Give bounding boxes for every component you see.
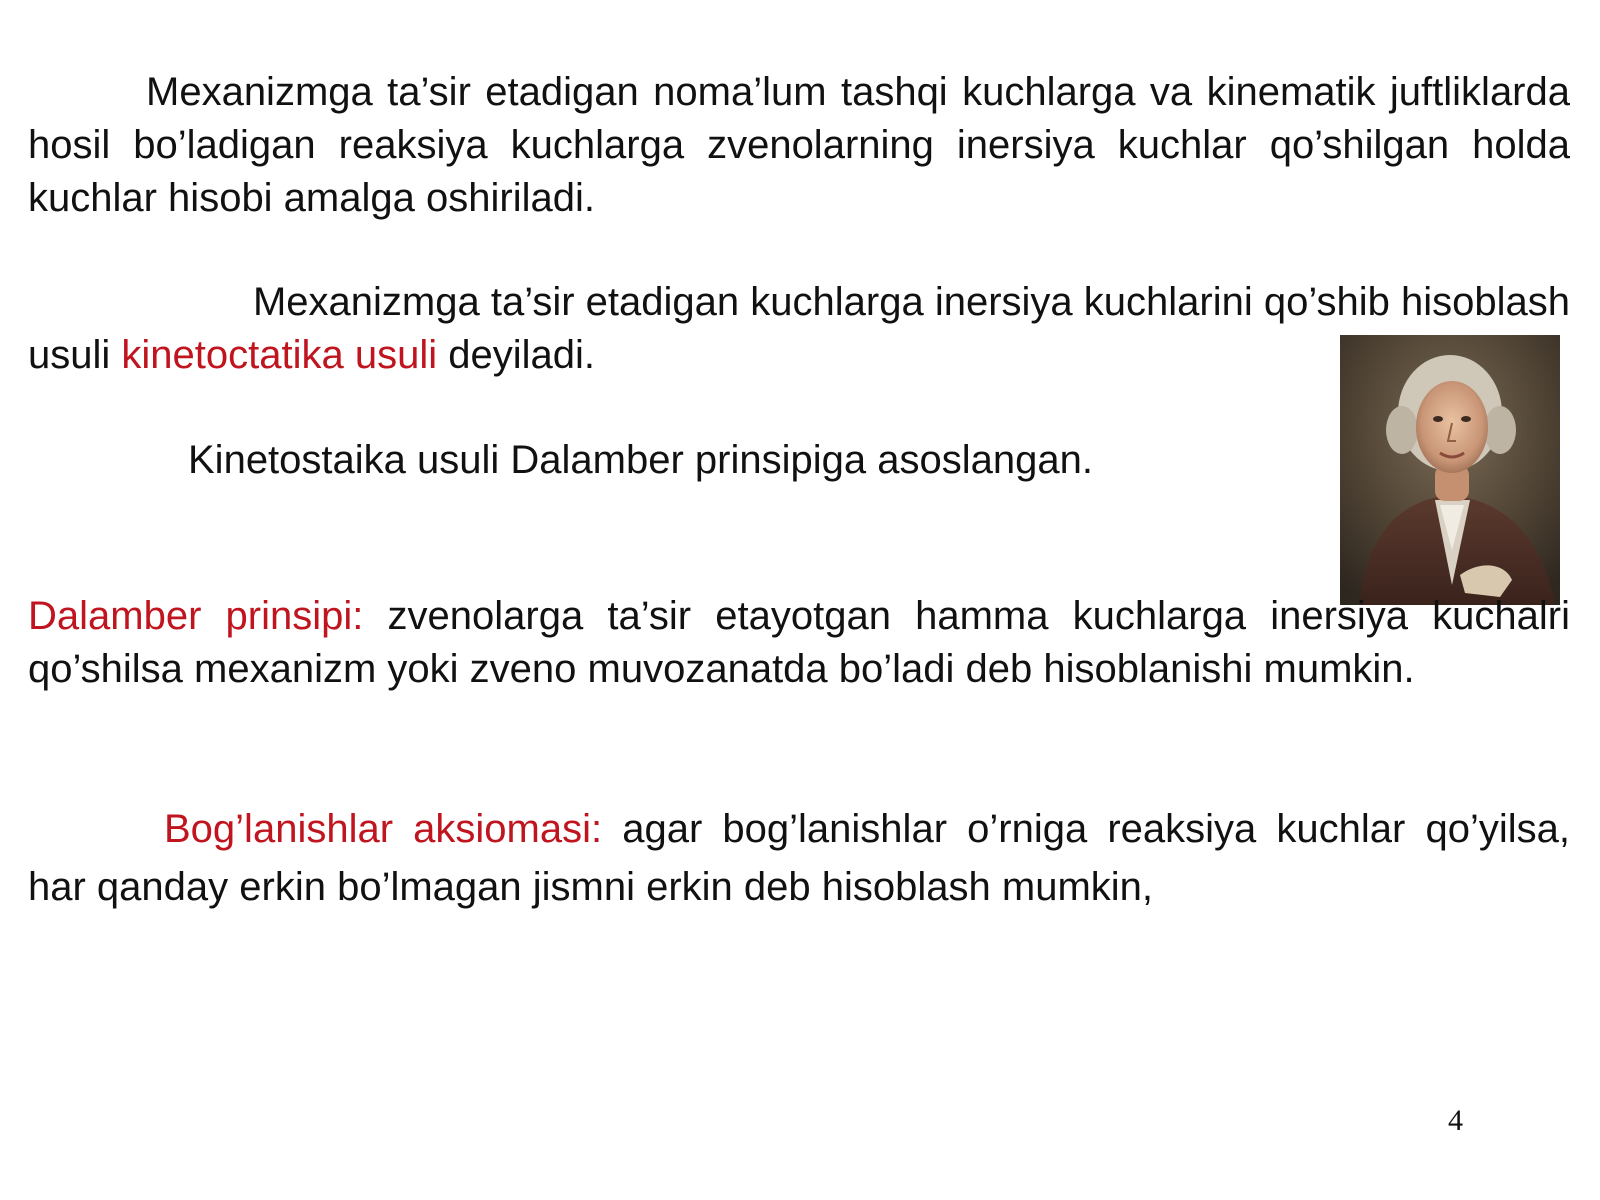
constraints-axiom-term: Bog’lanishlar aksiomasi:: [164, 807, 603, 851]
paragraph-intro-text: Mexanizmga ta’sir etadigan noma’lum tashqi kuchlarga va kinematik juftliklarda hosil bo’ladigan reaksiya kuchlarga zvenolarning inersiya kuchlar qo’shilgan holda kuchlar hisobi amalga oshiriladi.: [28, 70, 1570, 220]
paragraph-constraints-axiom: [28, 800, 1570, 916]
paragraph-dalamber-principle: [28, 590, 1570, 696]
paragraph-dalamber-basis: [188, 434, 1288, 487]
paragraph-intro: [28, 66, 1570, 225]
definition-line-2-suffix: deyiladi.: [437, 333, 595, 377]
kinetostatics-term: kinetoctatika usuli: [121, 333, 438, 377]
portrait-painting-icon: [1340, 335, 1560, 605]
dalamber-basis-text: Kinetostaika usuli Dalamber prinsipiga asoslangan.: [188, 438, 1093, 482]
portrait-image: [1340, 335, 1560, 605]
page-number: 4: [1448, 1104, 1463, 1137]
constraints-axiom-text: agar bog’lanishlar o’rniga reaksiya kuchlar qo’yilsa, har qanday erkin bo’lmagan jismni erkin deb hisoblash mumkin,: [28, 807, 1570, 909]
dalamber-principle-text: zvenolarga ta’sir etayotgan hamma kuchlarga inersiya kuchalri qo’shilsa mexanizm yoki zveno muvozanatda bo’ladi deb hisoblanishi mumkin.: [28, 594, 1571, 691]
definition-line-2-prefix: usuli: [28, 333, 122, 377]
definition-line-1: Mexanizmga ta’sir etadigan kuchlarga inersiya kuchlarini qo’shib hisoblash: [252, 280, 1570, 324]
paragraph-kinetostatics-definition: [28, 276, 1570, 382]
dalamber-principle-term: Dalamber prinsipi:: [28, 594, 364, 638]
